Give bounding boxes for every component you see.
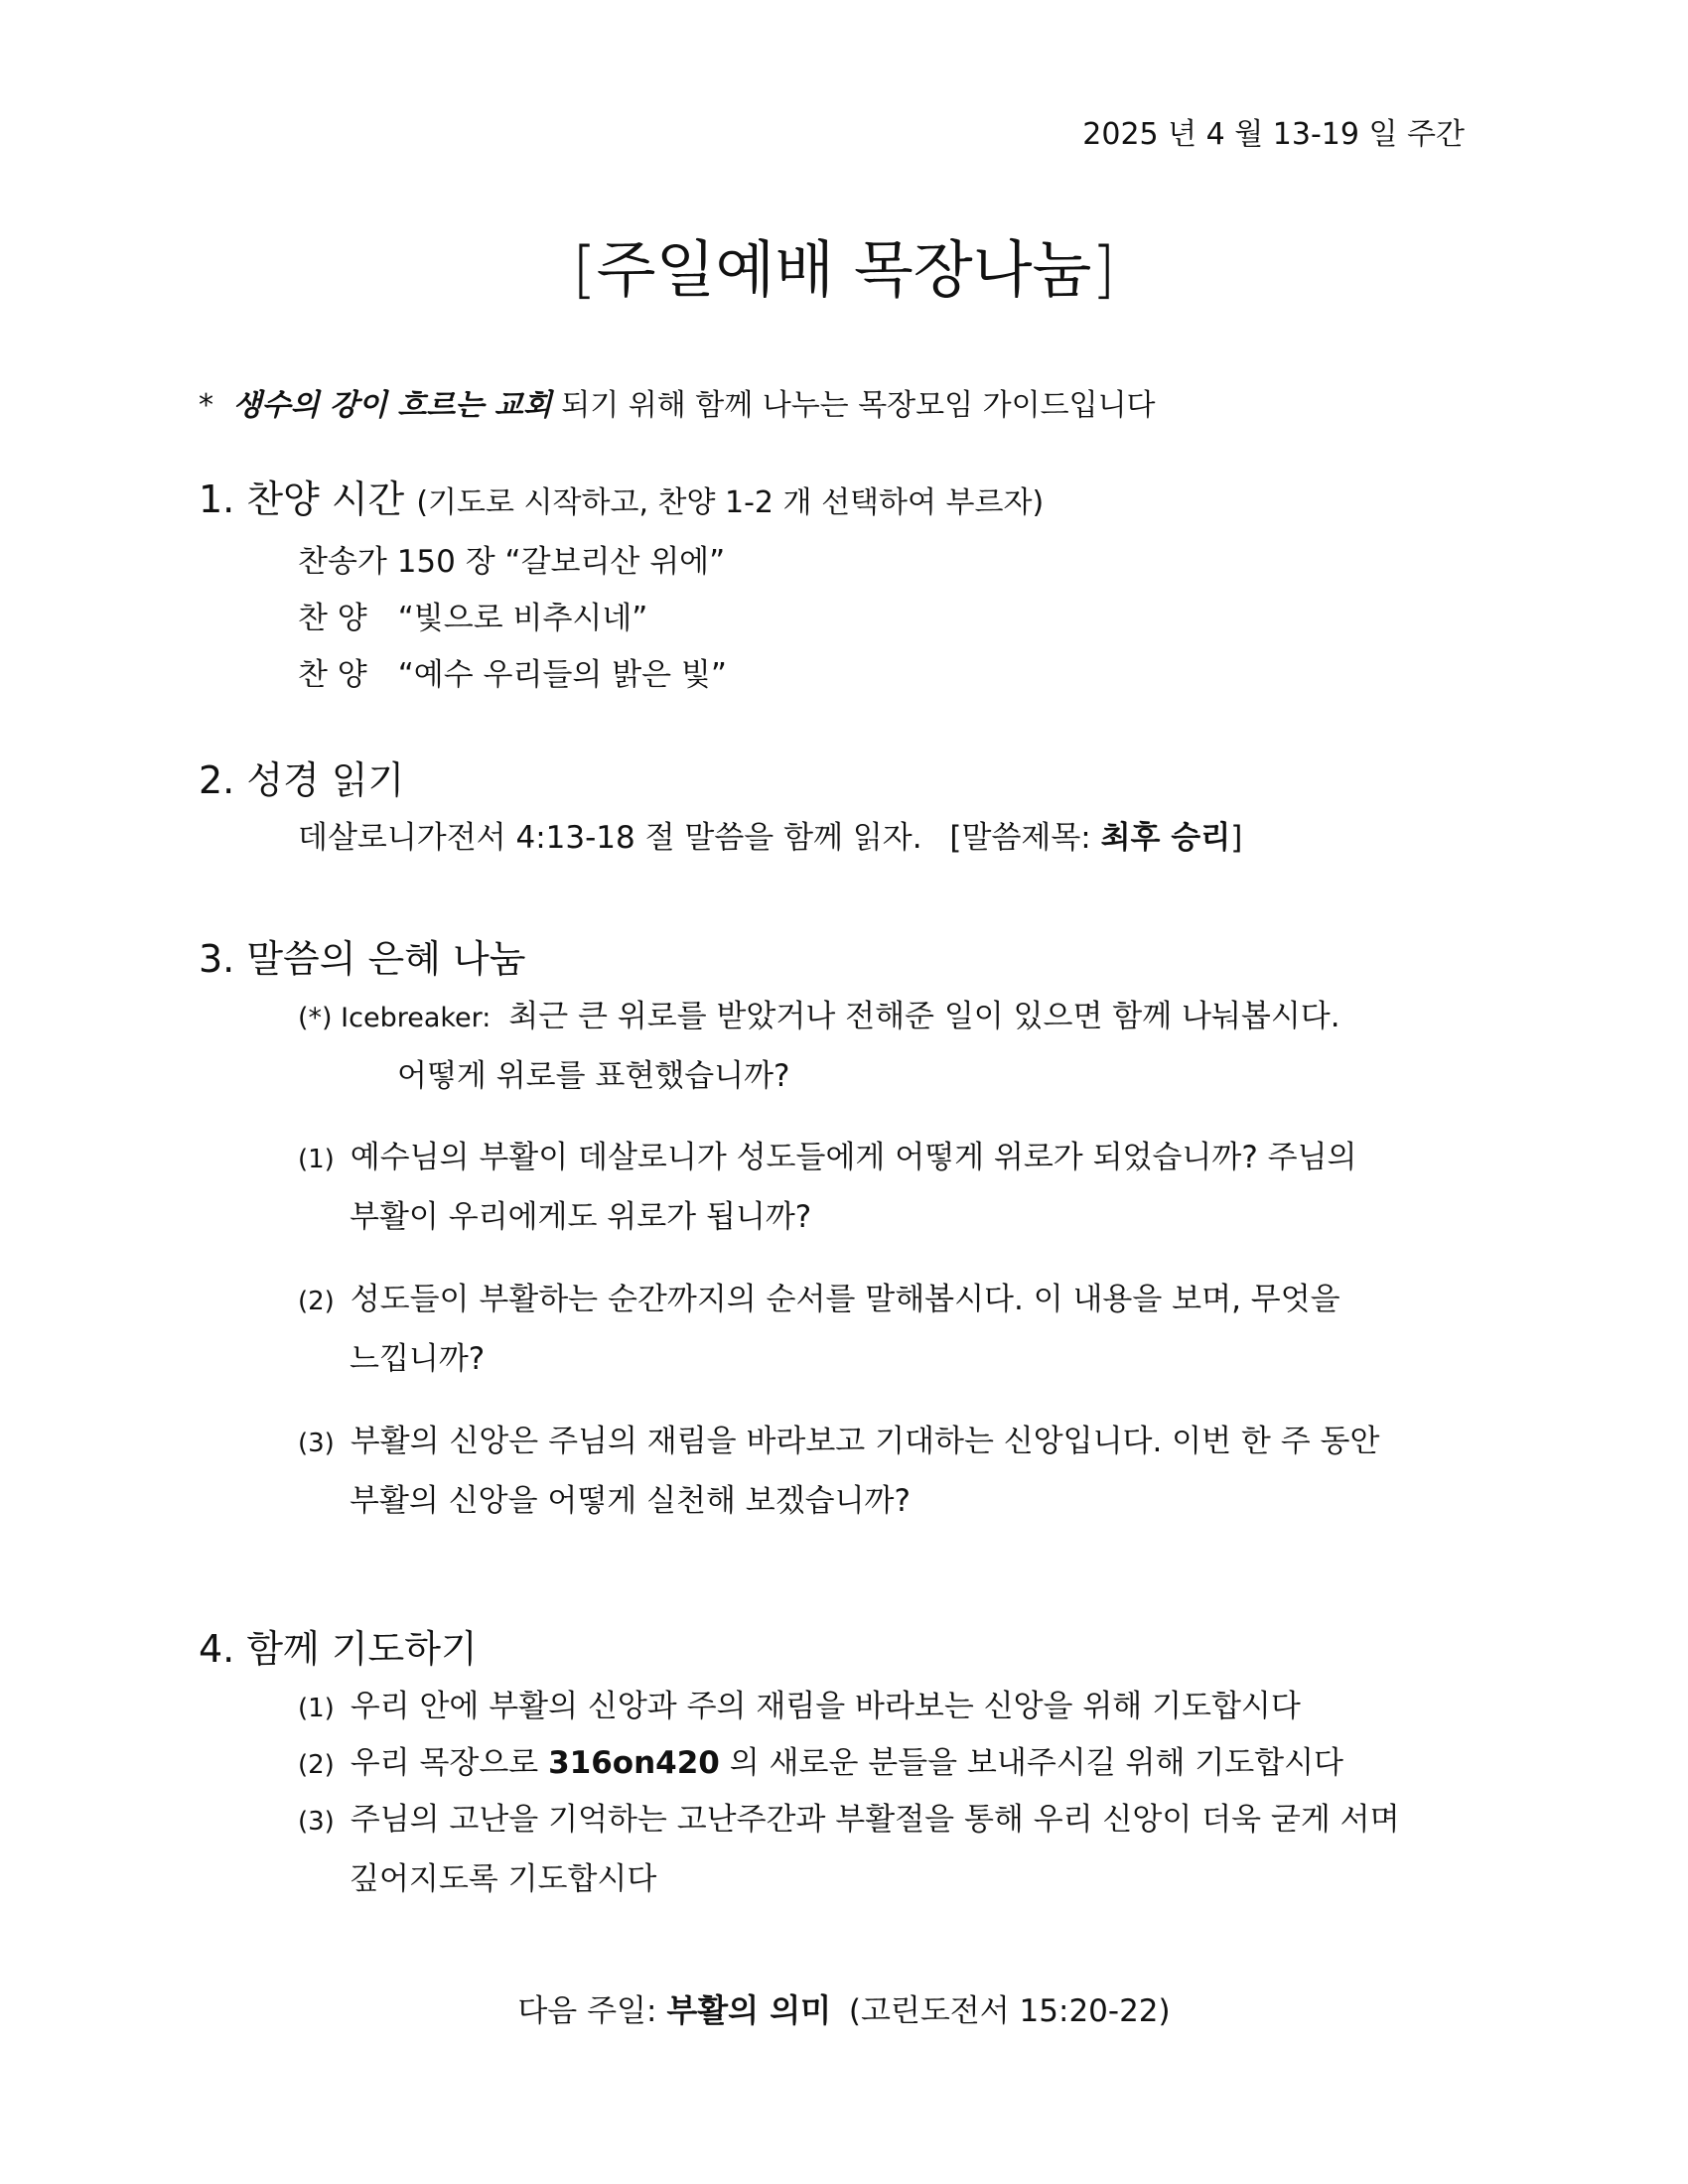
prayer-number: (2) [298, 1750, 335, 1780]
next-week [0, 1985, 1688, 2031]
question-number: (3) [298, 1429, 335, 1458]
sermon-prefix: [말씀제목: [949, 820, 1091, 856]
prayer-item [298, 1791, 1400, 1908]
intro-line [199, 380, 1156, 424]
section-1-title: 1. 찬양 시간 [199, 478, 405, 521]
question-item [298, 1271, 1340, 1388]
question-text-cont: 느낍니까? [350, 1341, 486, 1377]
question-text: 예수님의 부활이 데살로니가 성도들에게 어떻게 위로가 되었습니까? 주님의 [350, 1140, 1357, 1175]
prayer-item [298, 1734, 1343, 1794]
song-item: 찬 양 “빛으로 비추시네” [298, 601, 648, 636]
section-1-note: (기도로 시작하고, 찬양 1-2 개 선택하여 부르자) [416, 485, 1045, 520]
song-item: 찬 양 “예수 우리들의 밝은 빛” [298, 657, 727, 693]
prayer-item [298, 1678, 1301, 1737]
question-number: (1) [298, 1145, 335, 1174]
reading-text: 데살로니가전서 4:13-18 절 말씀을 함께 읽자. [298, 820, 922, 856]
question-item [298, 1129, 1356, 1246]
section-4-heading: 4. 함께 기도하기 [199, 1627, 478, 1671]
page-title: [주일예배 목장나눔] [572, 233, 1116, 306]
icebreaker-text: 최근 큰 위로를 받았거나 전해준 일이 있으면 함께 나눠봅시다. [508, 999, 1340, 1034]
bible-reading [298, 812, 1242, 857]
section-1-heading [199, 469, 1044, 523]
question-item [298, 1413, 1379, 1530]
next-week-ref: (고린도전서 15:20-22) [848, 1993, 1171, 2029]
section-3-heading: 3. 말씀의 은혜 나눔 [199, 937, 526, 981]
week-date: 2025 년 4 월 13-19 일 주간 [1082, 117, 1465, 152]
sermon-suffix: ] [1230, 820, 1243, 856]
asterisk: * [199, 388, 213, 423]
church-name: 생수의 강이 흐르는 교회 [232, 388, 552, 423]
section-2-heading: 2. 성경 읽기 [199, 758, 405, 802]
icebreaker [298, 988, 1340, 1105]
prayer-text-post: 의 새로운 분들을 보내주시길 위해 기도합시다 [729, 1745, 1343, 1781]
prayer-number: (3) [298, 1807, 335, 1837]
prayer-number: (1) [298, 1694, 335, 1723]
next-week-topic: 부활의 의미 [666, 1991, 832, 2029]
prayer-text: 우리 안에 부활의 신앙과 주의 재림을 바라보는 신앙을 위해 기도합시다 [350, 1689, 1301, 1724]
question-text-cont: 부활이 우리에게도 위로가 됩니까? [350, 1199, 812, 1235]
question-text: 성도들이 부활하는 순간까지의 순서를 말해봅시다. 이 내용을 보며, 무엇을 [350, 1282, 1340, 1317]
prayer-highlight: 316on420 [548, 1745, 720, 1781]
question-text: 부활의 신앙은 주님의 재림을 바라보고 기대하는 신앙입니다. 이번 한 주 동안 [350, 1424, 1380, 1459]
icebreaker-label: (*) Icebreaker: [298, 1003, 492, 1033]
next-week-label: 다음 주일: [517, 1993, 657, 2029]
sermon-title: 최후 승리 [1100, 820, 1231, 856]
question-number: (2) [298, 1287, 335, 1316]
prayer-text: 우리 목장으로 [350, 1745, 539, 1781]
intro-text: 되기 위해 함께 나누는 목장모임 가이드입니다 [561, 388, 1156, 423]
question-text-cont: 부활의 신앙을 어떻게 실천해 보겠습니까? [350, 1483, 911, 1519]
prayer-text-cont: 깊어지도록 기도합시다 [350, 1861, 657, 1897]
prayer-text: 주님의 고난을 기억하는 고난주간과 부활절을 통해 우리 신앙이 더욱 굳게 서며 [350, 1802, 1400, 1838]
icebreaker-text-cont: 어떻게 위로를 표현했습니까? [397, 1058, 790, 1094]
song-item: 찬송가 150 장 “갈보리산 위에” [298, 544, 726, 580]
